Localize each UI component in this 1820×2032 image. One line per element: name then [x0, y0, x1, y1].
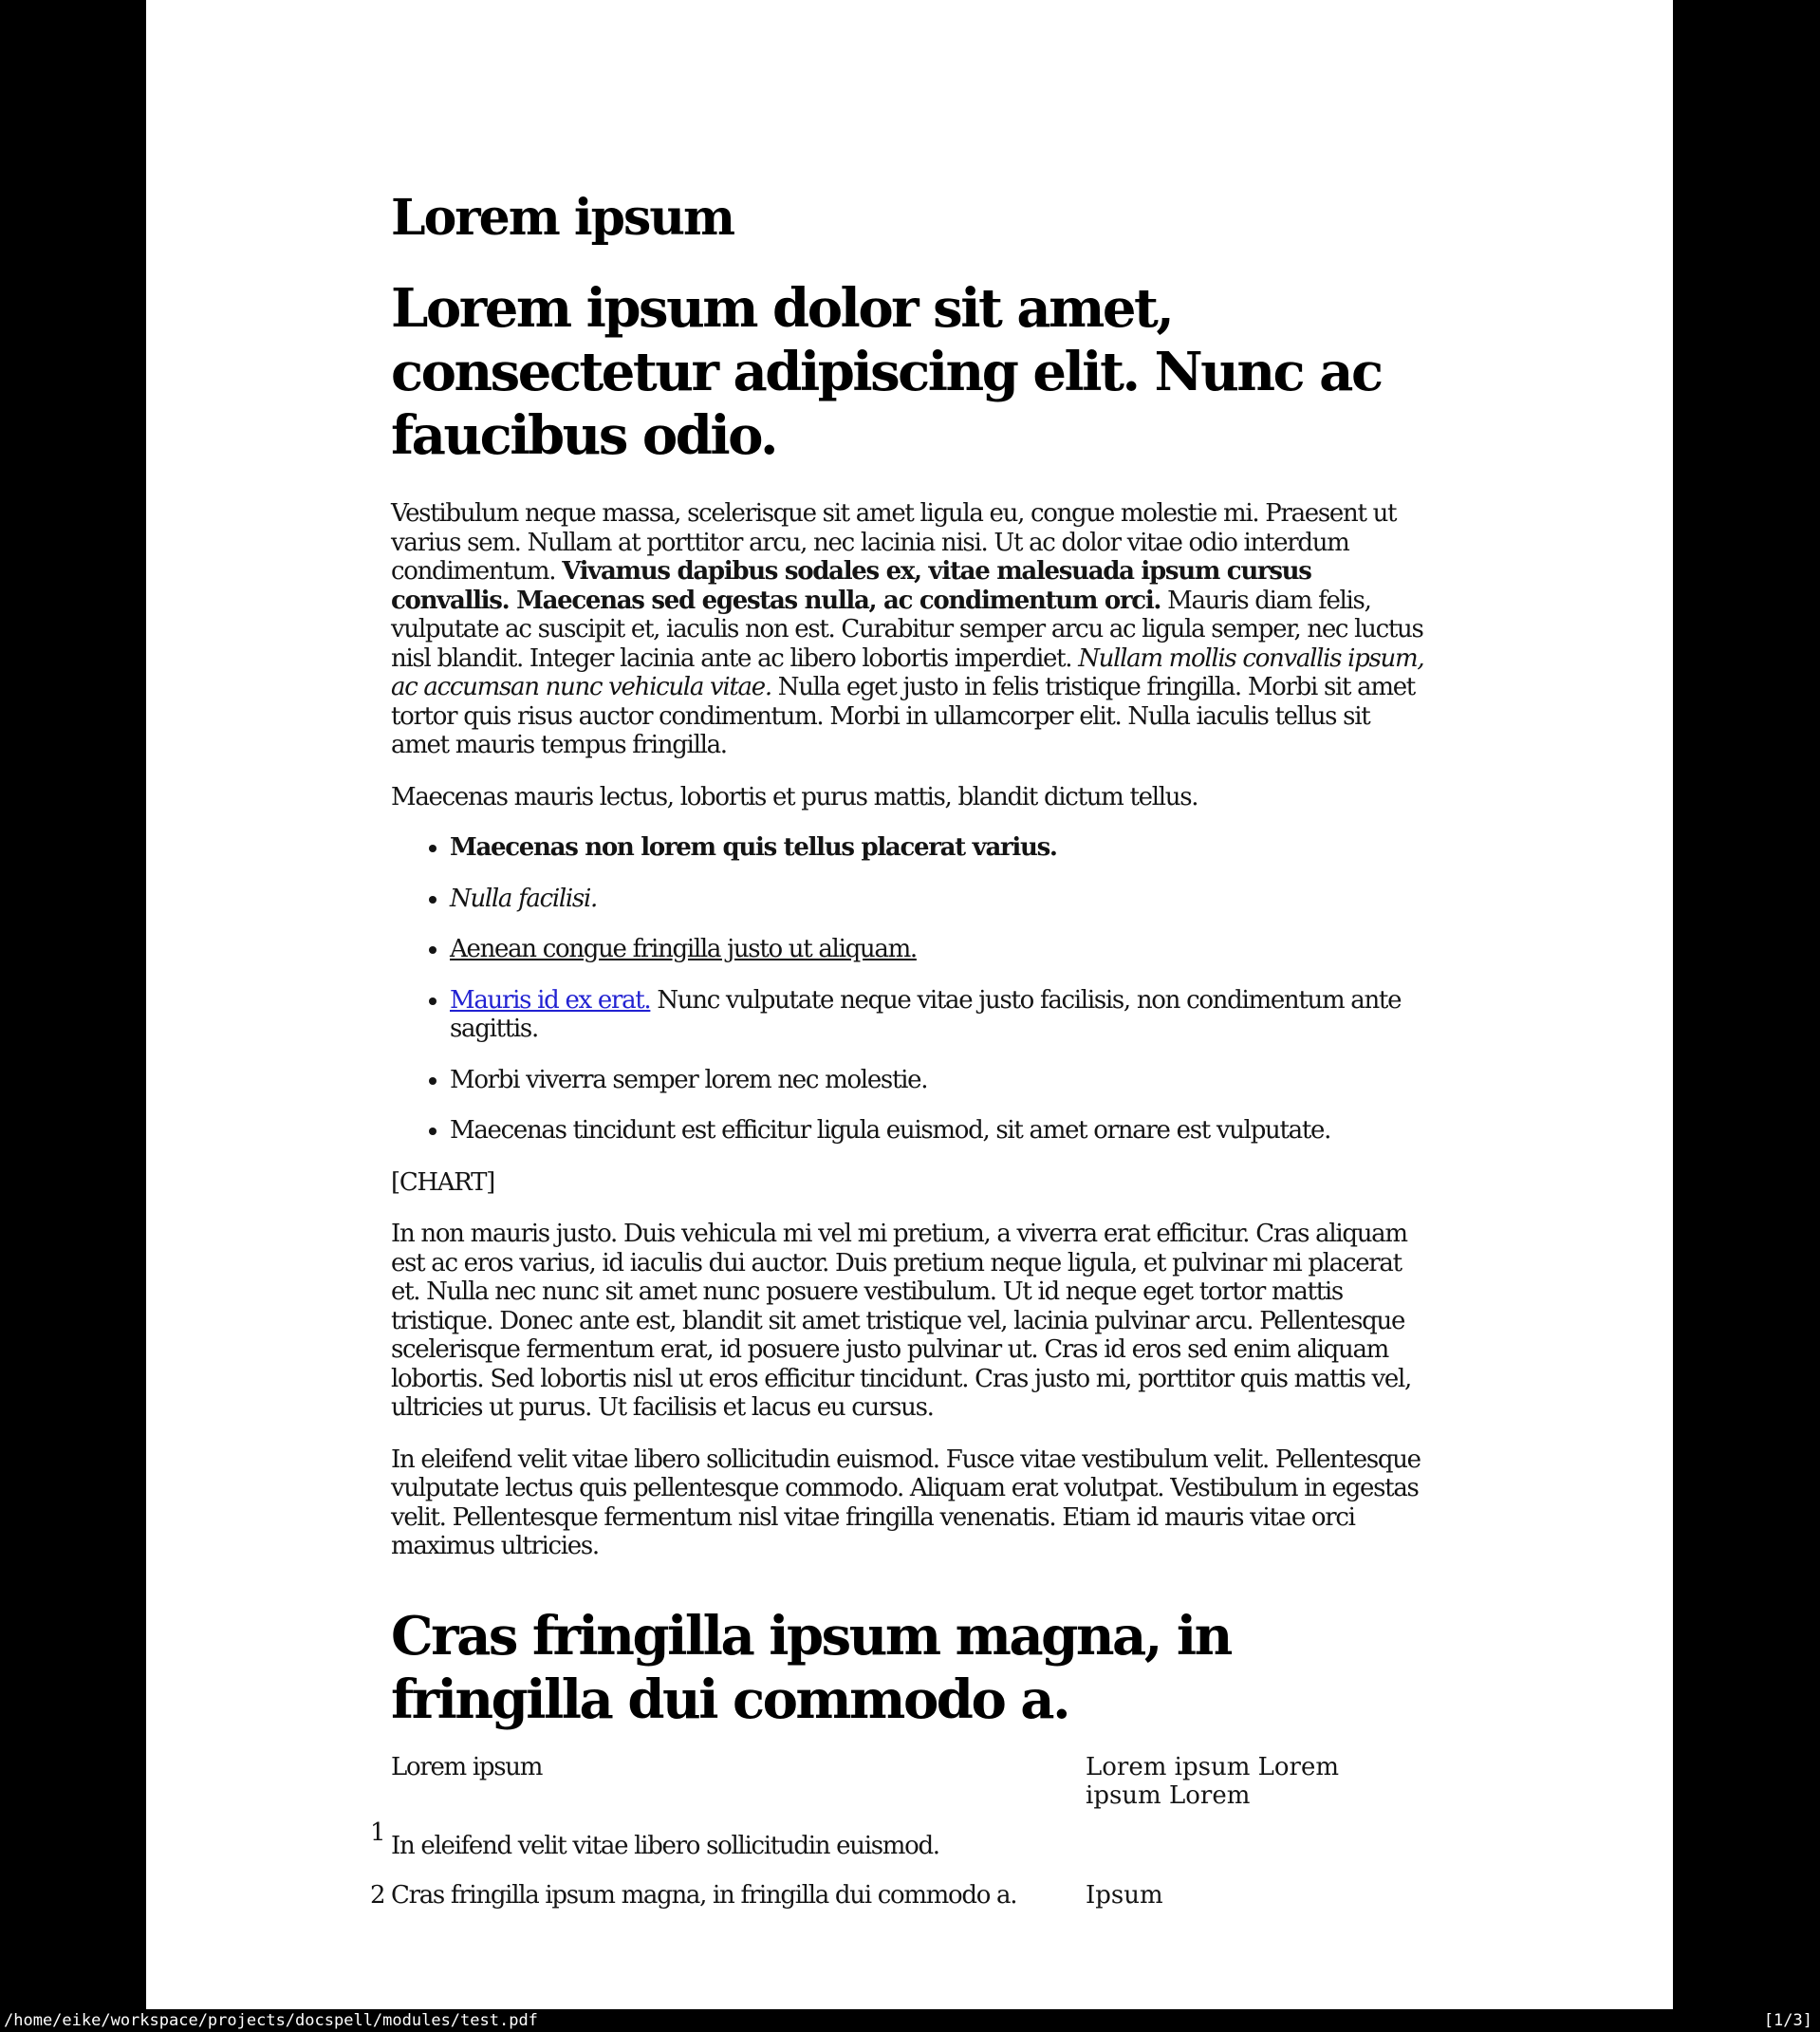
table-cell-text: Cras fringilla ipsum magna, in fringilla dui commodo a.	[391, 1881, 1017, 1910]
table-cell: Lorem ipsum	[391, 1752, 543, 1781]
text-segment: Nunc vulputate neque vitae justo facilisis, non condimentum ante sagittis.	[450, 985, 1402, 1043]
table-cell	[370, 1881, 1086, 1911]
table-row	[370, 1881, 1428, 1911]
text-segment: Maecenas tincidunt est efficitur ligula euismod, sit amet ornare est vulputate.	[450, 1116, 1331, 1145]
text-segment: Mauris diam felis, vulputate ac suscipit et, iaculis non est. Curabitur semper arcu ac ligula semper, nec luctus nisl blandit. Integer lacinia ante ac libero lobortis imperdiet.	[391, 586, 1423, 673]
paragraph-2: Maecenas mauris lectus, lobortis et purus mattis, blandit dictum tellus.	[391, 782, 1198, 811]
table-cell: Lorem ipsum Lorem ipsum Lorem	[1086, 1752, 1340, 1810]
paragraph-4: In eleifend velit vitae libero sollicitudin euismod. Fusce vitae vestibulum velit. Pellentesque vulputate lectus quis pellentesque commodo. Aliquam erat volutpat. Vestibulum in egestas velit. Pellentesque fermentum nisl vitae fringilla venenatis. Etiam id mauris vitae orci maximus ultricies.	[391, 1445, 1421, 1560]
document-content	[370, 188, 1428, 1911]
text-segment: Vestibulum neque massa, scelerisque sit amet ligula eu, congue molestie mi. Praesent ut varius sem. Nullam at porttitor arcu, nec lacinia nisi. Ut ac dolor vitae odio interdum condimentum.	[391, 499, 1397, 586]
list-item	[450, 885, 1428, 914]
hyperlink[interactable]: Mauris id ex erat.	[450, 985, 651, 1015]
list-item	[450, 935, 1428, 964]
table-cell	[370, 1818, 1086, 1861]
text-segment: Nulla eget justo in felis tristique fringilla. Morbi sit amet tortor quis risus auctor condimentum. Morbi in ullamcorper elit. Nulla iaculis tellus sit amet mauris tempus fringilla.	[391, 673, 1415, 759]
list-item	[450, 833, 1428, 863]
table-row	[370, 1818, 1428, 1861]
paragraph-3: In non mauris justo. Duis vehicula mi vel mi pretium, a viverra erat efficitur. Cras aliquam est ac eros varius, id iaculis dui auctor. Duis pretium neque ligula, et pulvinar mi placerat et. Nulla nec nunc sit amet nunc posuere vestibulum. Ut id neque eget tortor mattis tristique. Donec ante est, blandit sit amet tristique vel, lacinia pulvinar arcu. Pellentesque scelerisque fermentum erat, id posuere justo pulvinar ut. Cras id eros sed enim aliquam lobortis. Sed lobortis nisl ut eros efficitur tincidunt. Cras justo mi, porttitor quis mattis vel, ultricies ut purus. Ut facilisis et lacus eu cursus.	[391, 1220, 1411, 1422]
doc-table	[370, 1752, 1428, 1911]
footnote-number: 2	[370, 1881, 385, 1910]
list-item	[450, 986, 1428, 1044]
paragraph-1	[391, 499, 1428, 760]
table-cell-text: In eleifend velit vitae libero sollicitudin euismod.	[391, 1831, 939, 1860]
list-item	[450, 1066, 1428, 1095]
section-heading: Cras fringilla ipsum magna, in fringilla dui commodo a.	[391, 1604, 1231, 1731]
table-row	[391, 1753, 1428, 1811]
pdf-page	[146, 0, 1673, 2009]
text-segment: Vivamus dapibus sodales ex, vitae malesuada ipsum cursus convallis. Maecenas sed egestas nulla, ac condimentum orci.	[391, 557, 1311, 615]
page-indicator: [1/3]	[1763, 2011, 1812, 2030]
text-segment: Nulla facilisi.	[450, 884, 597, 913]
text-segment: Aenean congue fringilla justo ut aliquam.	[450, 935, 917, 963]
text-segment: Morbi viverra semper lorem nec molestie.	[450, 1065, 928, 1094]
status-bar	[0, 2009, 1820, 2032]
footnote-number: 1	[370, 1818, 385, 1847]
doc-title: Lorem ipsum	[391, 189, 734, 247]
file-path: /home/eike/workspace/projects/docspell/modules/test.pdf	[4, 2011, 538, 2030]
table-cell: Ipsum	[1086, 1881, 1163, 1910]
bullet-list	[391, 833, 1428, 1146]
doc-subtitle: Lorem ipsum dolor sit amet, consectetur adipiscing elit. Nunc ac faucibus odio.	[391, 277, 1382, 467]
chart-placeholder: [CHART]	[391, 1167, 494, 1197]
text-segment: Maecenas non lorem quis tellus placerat varius.	[450, 833, 1057, 862]
list-item	[450, 1116, 1428, 1146]
text-segment: Nullam mollis convallis ipsum, ac accumsan nunc vehicula vitae.	[391, 643, 1424, 701]
